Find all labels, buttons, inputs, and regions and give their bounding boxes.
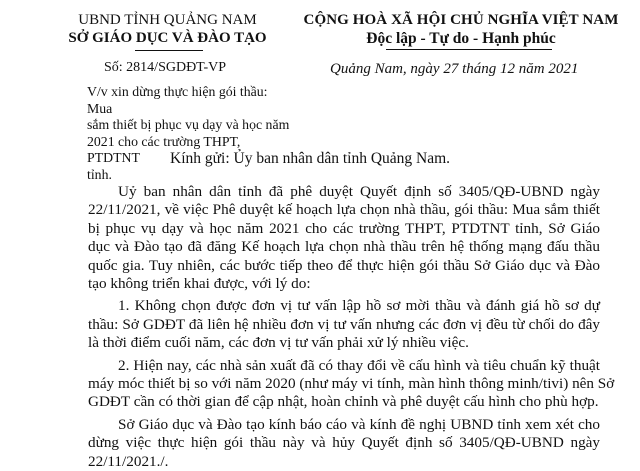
body-line: Sở Giáo dục và Đào tạo kính báo cáo và kính đề nghị UBND tỉnh xem xét cho — [118, 415, 600, 433]
national-header-block — [286, 12, 636, 48]
subject-block — [87, 84, 292, 183]
body-line: thầu: Sở GDĐT đã liên hệ nhiều đơn vị tư vấn nhưng các đơn vị đều từ chối do đây — [88, 315, 600, 333]
place-and-date: Quảng Nam, ngày 27 tháng 12 năm 2021 — [330, 61, 579, 77]
department-name: SỞ GIÁO DỤC VÀ ĐÀO TẠO — [68, 30, 267, 46]
subject-line: tỉnh. — [87, 166, 112, 182]
body-line: 1. Không chọn được đơn vị tư vấn lập hồ sơ mời thầu và đánh giá hồ sơ dự — [118, 297, 600, 315]
body-line: GDĐT cần có thời gian để cập nhật, hoàn chỉnh và phê duyệt cấu hình cho phù hợp. — [88, 393, 599, 411]
national-motto: Độc lập - Tự do - Hạnh phúc — [366, 30, 556, 47]
body-line: máy móc thiết bị so với năm 2020 (như máy vi tính, màn hình thông minh/tivi) nên Sở — [88, 375, 615, 393]
paragraph-2 — [88, 297, 600, 352]
paragraph-3 — [88, 356, 615, 412]
letter-body — [88, 183, 615, 471]
body-line: 2. Hiện nay, các nhà sản xuất đã có thay đổi về cấu hình và tiêu chuẩn kỹ thuật — [118, 356, 600, 374]
recipient-line: Kính gửi: Ủy ban nhân dân tỉnh Quảng Nam. — [170, 150, 451, 167]
document-number: Số: 2814/SGDĐT-VP — [104, 60, 227, 75]
issuing-agency-block — [60, 12, 275, 47]
body-line: dục và Đào tạo đã đăng Kế hoạch lựa chọn nhà thầu trên hệ thống mạng đấu thầu — [88, 238, 600, 256]
department-underline — [135, 50, 203, 51]
motto-underline — [386, 49, 552, 50]
body-line: Uỷ ban nhân dân tỉnh đã phê duyệt Quyết định số 3405/QĐ-UBND ngày — [118, 183, 600, 200]
subject-line: V/v xin dừng thực hiện gói thầu: Mua — [87, 84, 268, 116]
body-line: tạo không triển khai được, với lý do: — [88, 275, 311, 293]
paragraph-4 — [88, 416, 600, 471]
agency-name: UBND TỈNH QUẢNG NAM — [78, 12, 257, 28]
body-line: quốc gia. Tuy nhiên, các bước tiếp theo để thực hiện gói thầu Sở Giáo dục và Đào — [88, 256, 600, 274]
subject-line: sắm thiết bị phục vụ dạy và học năm — [87, 117, 290, 132]
body-line: dừng việc thực hiện gói thầu này và hủy Quyết định số 3405/QĐ-UBND ngày — [88, 434, 600, 452]
body-line: 22/11/2021, về việc Phê duyệt kế hoạch lựa chọn nhà thầu, gói thầu: Mua sắm thiết — [88, 201, 600, 219]
national-title: CỘNG HOÀ XÃ HỘI CHỦ NGHĨA VIỆT NAM — [303, 12, 619, 28]
body-line: bị phục vụ dạy và học năm 2021 cho các trường THPT, PTDTNT tỉnh, Sở Giáo — [88, 219, 600, 237]
paragraph-1 — [88, 183, 600, 293]
body-line: là thời điểm cuối năm, các đơn vị tư vấn phải xử lý nhiều việc. — [88, 334, 469, 352]
subject-line: 2021 cho các trường THPT, PTDTNT — [87, 133, 241, 165]
body-line: 22/11/2021./. — [88, 452, 169, 470]
